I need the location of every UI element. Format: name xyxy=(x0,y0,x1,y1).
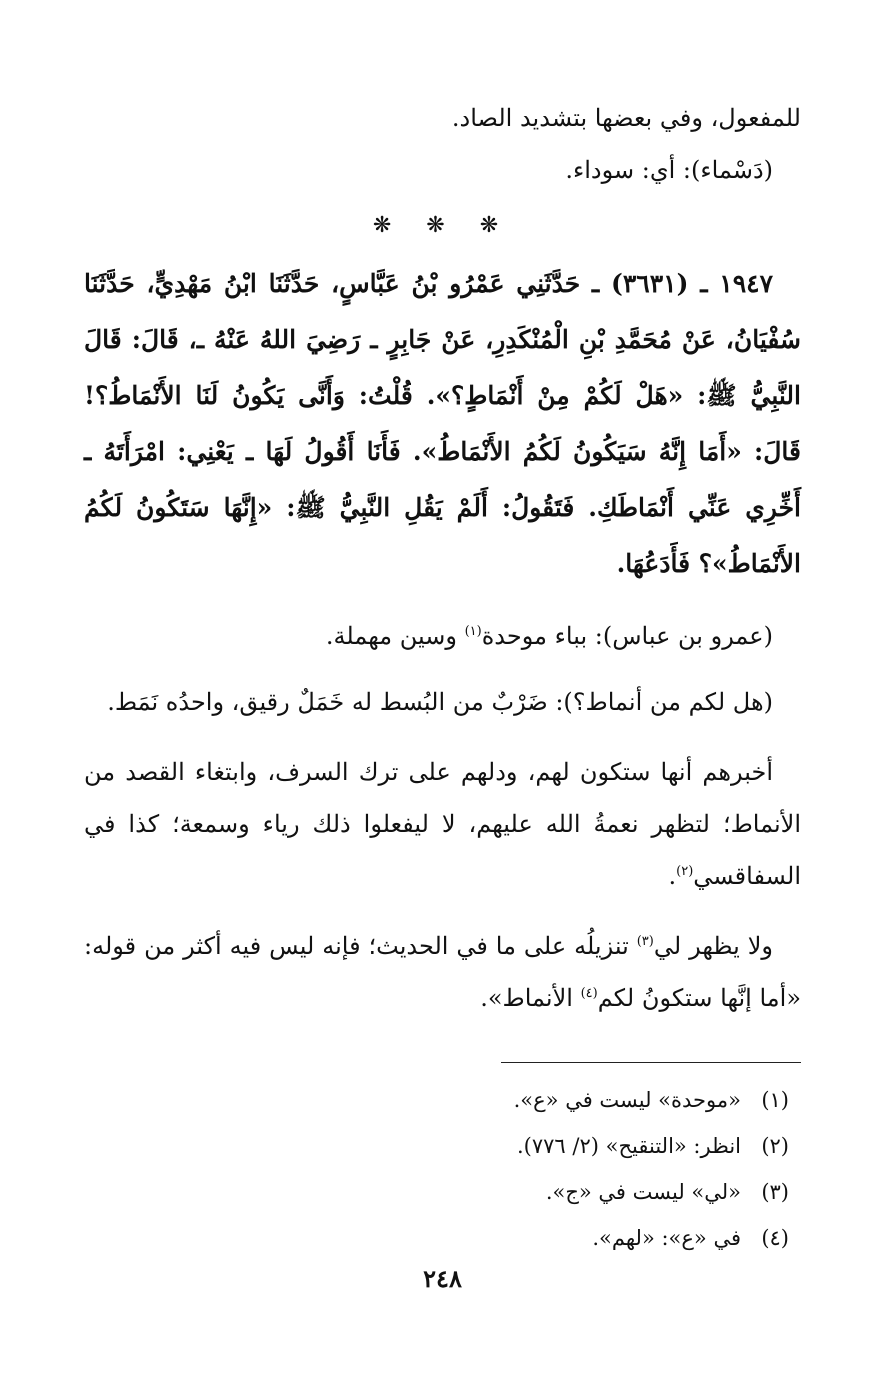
footnote-ref-4[interactable]: (٤) xyxy=(580,986,598,1001)
footnote-2 xyxy=(84,1123,801,1169)
footnote-ref-2[interactable]: (٢) xyxy=(676,864,694,879)
footnote-number: (٢) xyxy=(761,1134,789,1158)
section-separator: ❋ ❋ ❋ xyxy=(372,213,513,238)
commentary-3 xyxy=(84,746,801,902)
hadith-number: ١٩٤٧ ـ (٣٦٣١) xyxy=(611,269,773,298)
commentary-4-part-a: ولا يظهر لي xyxy=(653,932,773,960)
footnote-divider xyxy=(501,1062,801,1063)
footnote-text: في «ع»: «لهم». xyxy=(592,1226,741,1250)
footnote-number: (١) xyxy=(761,1088,789,1112)
hadith-text xyxy=(84,256,801,592)
footnote-text: «لي» ليست في «ج». xyxy=(545,1180,741,1204)
commentary-3-text: أخبرهم أنها ستكون لهم، ودلهم على ترك السرف، وابتغاء القصد من الأنماط؛ لتظهر نعمةُ الله عليهم، لا ليفعلوا ذلك رياء وسمعة؛ كذا في السفاقسي xyxy=(84,758,801,890)
footnote-number: (٤) xyxy=(761,1226,789,1250)
commentary-4 xyxy=(84,920,801,1024)
footnote-text: انظر: «التنقيح» (٢/ ٧٧٦). xyxy=(517,1134,741,1158)
footnote-ref-1[interactable]: (١) xyxy=(464,624,482,639)
page-number: ٢٤٨ xyxy=(423,1264,462,1293)
footnote-number: (٣) xyxy=(761,1180,789,1204)
footnotes xyxy=(84,1077,801,1261)
footnote-ref-3[interactable]: (٣) xyxy=(636,934,654,949)
intro-line-2: (دَسْماء): أي: سوداء. xyxy=(565,156,773,184)
commentary-1-tail: وسين مهملة. xyxy=(325,622,465,650)
commentary-2: (هل لكم من أنماط؟): ضَرْبٌ من البُسط له خَمَلٌ رقيق، واحدُه نَمَط. xyxy=(107,688,773,716)
footnote-1 xyxy=(84,1077,801,1123)
footnote-3 xyxy=(84,1169,801,1215)
commentary-3-tail: . xyxy=(668,862,677,890)
commentary-4-part-c: الأنماط». xyxy=(480,984,581,1012)
footnote-text: «موحدة» ليست في «ع». xyxy=(513,1088,741,1112)
footnote-4 xyxy=(84,1215,801,1261)
commentary-4-part-b: تنزيلُه على ما في الحديث؛ فإنه ليس فيه أكثر من قوله: «أما إنَّها ستكونُ لكم xyxy=(84,932,801,1012)
intro-line-1: للمفعول، وفي بعضها بتشديد الصاد. xyxy=(451,104,801,132)
commentary-1 xyxy=(84,610,801,662)
hadith-body: ـ حَدَّثَنِي عَمْرُو بْنُ عَبَّاسٍ، حَدَّثَنَا ابْنُ مَهْدِيٍّ، حَدَّثَنَا سُفْيَانُ، عَنْ مُحَمَّدِ بْنِ الْمُنْكَدِرِ، عَنْ جَابِرٍ ـ رَضِيَ اللهُ عَنْهُ ـ، قَالَ: قَالَ النَّبِيُّ ﷺ: «هَلْ لَكُمْ مِنْ أَنْمَاطٍ؟». قُلْتُ: وَأَنَّى يَكُونُ لَنَا الأَنْمَاطُ؟! قَالَ: «أَمَا إِنَّهُ سَيَكُونُ لَكُمُ الأَنْمَاطُ». فَأَنَا أَقُولُ لَهَا ـ يَعْنِي: امْرَأَتَهُ ـ أَخِّرِي عَنِّي أَنْمَاطَكِ. فَتَقُولُ: أَلَمْ يَقُلِ النَّبِيُّ ﷺ: «إِنَّهَا سَتَكُونُ لَكُمُ الأَنْمَاطُ»؟ فَأَدَعُهَا. xyxy=(84,269,801,578)
commentary-1-text: (عمرو بن عباس): بباء موحدة xyxy=(481,622,773,650)
